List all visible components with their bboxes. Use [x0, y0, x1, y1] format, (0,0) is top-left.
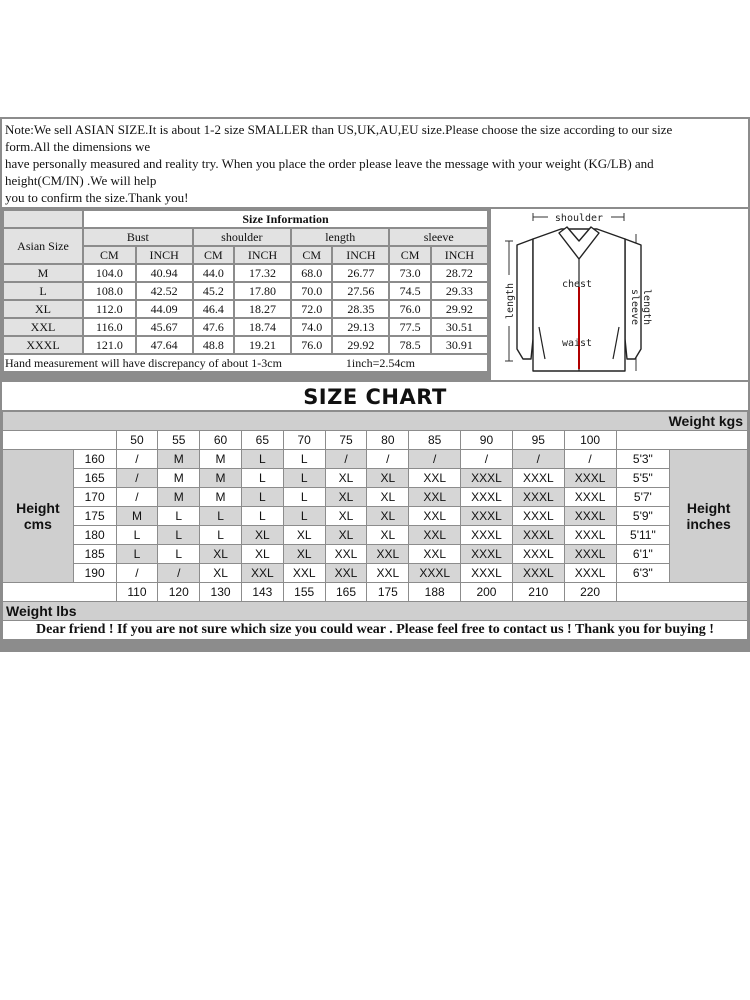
size-cell: XXXL [461, 564, 512, 582]
size-cell: XXXL [461, 545, 512, 563]
size-cell: L [242, 450, 283, 468]
measurement-cell: 70.0 [292, 283, 331, 299]
measurement-cell: 77.5 [390, 319, 429, 335]
size-cell: L [200, 526, 241, 544]
unit-header: CM [194, 247, 233, 263]
size-cell: XXXL [461, 488, 512, 506]
measurement-cell: 121.0 [84, 337, 135, 353]
size-cell: M [117, 507, 158, 525]
size-cell: XXXL [461, 507, 512, 525]
size-label: XXL [4, 319, 82, 335]
size-info-footer [4, 355, 487, 371]
sleeve-length-label: length [641, 288, 652, 326]
size-cell: / [117, 450, 158, 468]
size-chart-row [3, 526, 747, 544]
size-cell: XL [367, 526, 408, 544]
size-cell: XXL [367, 564, 408, 582]
group-header-bust: Bust [84, 229, 192, 245]
size-cell: L [242, 507, 283, 525]
size-cell: / [326, 450, 367, 468]
size-cell: XXL [326, 564, 367, 582]
shirt-measurement-diagram [491, 209, 748, 380]
size-info-row [4, 301, 487, 317]
height-inches-line: Height [686, 500, 731, 516]
size-cell: XXL [284, 564, 325, 582]
size-cell: L [158, 507, 199, 525]
measurement-cell: 76.0 [390, 301, 429, 317]
weight-kg-cell: 50 [117, 431, 158, 449]
size-chart-row [3, 488, 747, 506]
size-cell: XXL [242, 564, 283, 582]
size-cell: XXXL [565, 564, 616, 582]
weight-lbs-cell: 175 [367, 583, 408, 601]
measurement-cell: 27.56 [333, 283, 388, 299]
size-cell: XXL [409, 469, 460, 487]
weight-kg-cell: 65 [242, 431, 283, 449]
size-cell: XXXL [461, 526, 512, 544]
note-line: you to confirm the size.Thank you! [5, 190, 189, 205]
height-cm-cell: 175 [74, 507, 116, 525]
size-cell: XXXL [513, 526, 564, 544]
size-label: XL [4, 301, 82, 317]
weight-lbs-cell: 200 [461, 583, 512, 601]
measurement-cell: 44.09 [137, 301, 192, 317]
size-cell: L [117, 526, 158, 544]
weight-kgs-label: Weight kgs [3, 412, 747, 430]
size-cell: XL [284, 526, 325, 544]
size-cell: XXXL [565, 488, 616, 506]
size-information-table [2, 209, 489, 380]
height-cm-cell: 185 [74, 545, 116, 563]
size-cell: / [117, 469, 158, 487]
weight-lbs-cell: 120 [158, 583, 199, 601]
size-cell: XXXL [409, 564, 460, 582]
measurement-cell: 104.0 [84, 265, 135, 281]
size-cell: XL [326, 488, 367, 506]
measurement-cell: 30.91 [432, 337, 487, 353]
weight-lbs-cell: 165 [326, 583, 367, 601]
measurement-cell: 29.92 [333, 337, 388, 353]
size-cell: / [409, 450, 460, 468]
weight-kg-cell: 95 [513, 431, 564, 449]
size-label: XXXL [4, 337, 82, 353]
size-cell: L [284, 507, 325, 525]
size-chart-row [3, 450, 747, 468]
measurement-cell: 45.67 [137, 319, 192, 335]
measurement-cell: 26.77 [333, 265, 388, 281]
measurement-cell: 29.13 [333, 319, 388, 335]
size-label: L [4, 283, 82, 299]
inch-conversion: 1inch=2.54cm [345, 355, 415, 370]
unit-header: CM [84, 247, 135, 263]
weight-lbs-cell: 143 [242, 583, 283, 601]
sleeve-label: sleeve [629, 288, 640, 326]
size-cell: XL [200, 545, 241, 563]
shoulder-label: shoulder [554, 213, 604, 224]
size-cell: M [158, 469, 199, 487]
weight-kg-row [3, 431, 747, 449]
measurement-cell: 46.4 [194, 301, 233, 317]
size-cell: M [200, 488, 241, 506]
measurement-cell: 17.32 [235, 265, 290, 281]
size-cell: XXXL [565, 469, 616, 487]
measurement-cell: 116.0 [84, 319, 135, 335]
length-label: length [505, 282, 516, 320]
height-cm-cell: 160 [74, 450, 116, 468]
size-cell: XXXL [565, 526, 616, 544]
measurement-cell: 47.6 [194, 319, 233, 335]
size-cell: XXL [367, 545, 408, 563]
size-info-row [4, 265, 487, 281]
measurement-cell: 45.2 [194, 283, 233, 299]
size-chart [2, 382, 748, 650]
height-inch-cell: 5'5" [617, 469, 670, 487]
note-line: form.All the dimensions we [5, 139, 151, 154]
size-cell: L [158, 526, 199, 544]
size-cell: XL [367, 488, 408, 506]
size-cell: XL [326, 469, 367, 487]
size-cell: L [242, 488, 283, 506]
measurement-cell: 73.0 [390, 265, 429, 281]
size-cell: / [117, 488, 158, 506]
size-info-row [4, 283, 487, 299]
height-inches-line: inches [686, 516, 731, 532]
measurement-cell: 47.64 [137, 337, 192, 353]
height-cm-cell: 165 [74, 469, 116, 487]
size-chart-row [3, 507, 747, 525]
unit-header: CM [390, 247, 429, 263]
weight-kg-cell: 55 [158, 431, 199, 449]
height-inch-cell: 6'1" [617, 545, 670, 563]
size-info-row [4, 337, 487, 353]
size-cell: / [461, 450, 512, 468]
group-header-sleeve: sleeve [390, 229, 487, 245]
measurement-cell: 28.35 [333, 301, 388, 317]
measurement-cell: 112.0 [84, 301, 135, 317]
size-info-spacer [4, 211, 82, 227]
measurement-cell: 29.92 [432, 301, 487, 317]
size-info-row [4, 319, 487, 335]
height-inch-cell: 6'3" [617, 564, 670, 582]
weight-lbs-label: Weight lbs [3, 602, 747, 620]
height-cm-cell: 170 [74, 488, 116, 506]
weight-kg-cell: 70 [284, 431, 325, 449]
size-cell: XXL [409, 507, 460, 525]
size-cell: XXL [409, 488, 460, 506]
size-cell: M [200, 469, 241, 487]
size-cell: XL [242, 526, 283, 544]
size-cell: / [117, 564, 158, 582]
height-inches-label [670, 450, 747, 582]
size-note [2, 119, 748, 207]
measurement-cell: 42.52 [137, 283, 192, 299]
size-cell: XXXL [565, 507, 616, 525]
blank-cell [617, 431, 748, 449]
size-cell: XXXL [513, 545, 564, 563]
height-cms-line: cms [23, 516, 52, 532]
size-chart-row [3, 564, 747, 582]
group-header-shoulder: shoulder [194, 229, 290, 245]
blank-cell [3, 431, 116, 449]
measurement-cell: 18.27 [235, 301, 290, 317]
measurement-cell: 68.0 [292, 265, 331, 281]
height-inch-cell: 5'9" [617, 507, 670, 525]
size-cell: / [367, 450, 408, 468]
size-cell: XL [367, 507, 408, 525]
size-cell: XL [367, 469, 408, 487]
measurement-cell: 28.72 [432, 265, 487, 281]
blank-cell [3, 583, 116, 601]
unit-header: INCH [432, 247, 487, 263]
size-cell: XXXL [565, 545, 616, 563]
unit-header: INCH [333, 247, 388, 263]
size-info-title: Size Information [84, 211, 487, 227]
height-cm-cell: 180 [74, 526, 116, 544]
weight-lbs-row [3, 583, 747, 601]
size-cell: / [158, 564, 199, 582]
size-cell: XXXL [513, 564, 564, 582]
height-inch-cell: 5'7' [617, 488, 670, 506]
size-cell: L [284, 488, 325, 506]
height-inch-cell: 5'3" [617, 450, 670, 468]
size-cell: M [200, 450, 241, 468]
measurement-cell: 48.8 [194, 337, 233, 353]
weight-lbs-cell: 210 [513, 583, 564, 601]
size-cell: L [242, 469, 283, 487]
size-cell: XXXL [513, 507, 564, 525]
chest-label: chest [561, 279, 593, 290]
size-cell: XL [242, 545, 283, 563]
shirt-diagram-svg [491, 209, 748, 380]
unit-header: CM [292, 247, 331, 263]
weight-lbs-cell: 220 [565, 583, 616, 601]
size-cell: XXXL [513, 469, 564, 487]
size-cell: L [284, 450, 325, 468]
group-header-length: length [292, 229, 388, 245]
measurement-cell: 72.0 [292, 301, 331, 317]
size-cell: L [158, 545, 199, 563]
size-cell: XXL [409, 545, 460, 563]
size-cell: XXL [409, 526, 460, 544]
asian-size-header: Asian Size [4, 229, 82, 263]
size-label: M [4, 265, 82, 281]
size-cell: / [565, 450, 616, 468]
note-line: Note:We sell ASIAN SIZE.It is about 1-2 size SMALLER than US,UK,AU,EU size.Please choose the size according to our size [5, 122, 673, 137]
height-inch-cell: 5'11" [617, 526, 670, 544]
weight-kg-cell: 80 [367, 431, 408, 449]
waist-label: waist [561, 338, 593, 349]
size-cell: M [158, 450, 199, 468]
measurement-cell: 76.0 [292, 337, 331, 353]
measurement-cell: 40.94 [137, 265, 192, 281]
size-cell: L [284, 469, 325, 487]
size-cell: XL [326, 507, 367, 525]
size-cell: XXL [326, 545, 367, 563]
size-cell: XL [326, 526, 367, 544]
weight-kg-cell: 90 [461, 431, 512, 449]
measurement-cell: 17.80 [235, 283, 290, 299]
measurement-cell: 74.0 [292, 319, 331, 335]
size-chart-title: SIZE CHART [2, 382, 748, 410]
size-cell: XXXL [513, 488, 564, 506]
size-chart-table [2, 411, 748, 640]
weight-kg-cell: 60 [200, 431, 241, 449]
note-line: height(CM/IN) .We will help [5, 173, 157, 188]
unit-header: INCH [235, 247, 290, 263]
height-cms-line: Height [16, 500, 60, 516]
note-line: have personally measured and reality try. When you place the order please leave the message with your weight (KG/LB) and [5, 156, 654, 171]
height-cms-label [3, 450, 73, 582]
measurement-cell: 78.5 [390, 337, 429, 353]
unit-header: INCH [137, 247, 192, 263]
size-cell: L [117, 545, 158, 563]
weight-kg-cell: 85 [409, 431, 460, 449]
measurement-cell: 29.33 [432, 283, 487, 299]
measurement-note: Hand measurement will have discrepancy of about 1-3cm [5, 355, 282, 370]
size-chart-row [3, 469, 747, 487]
weight-lbs-cell: 155 [284, 583, 325, 601]
size-cell: M [158, 488, 199, 506]
blank-cell [617, 583, 748, 601]
height-cm-cell: 190 [74, 564, 116, 582]
measurement-cell: 108.0 [84, 283, 135, 299]
size-cell: XL [200, 564, 241, 582]
weight-kg-cell: 100 [565, 431, 616, 449]
measurement-cell: 18.74 [235, 319, 290, 335]
thank-you-message: Dear friend ! If you are not sure which size you could wear . Please feel free to contact us ! Thank you for buying ! [3, 621, 747, 639]
size-cell: / [513, 450, 564, 468]
size-cell: XXXL [461, 469, 512, 487]
size-cell: XL [284, 545, 325, 563]
measurement-cell: 30.51 [432, 319, 487, 335]
measurement-cell: 19.21 [235, 337, 290, 353]
weight-kg-cell: 75 [326, 431, 367, 449]
size-cell: L [200, 507, 241, 525]
measurement-cell: 74.5 [390, 283, 429, 299]
weight-lbs-cell: 188 [409, 583, 460, 601]
weight-lbs-cell: 130 [200, 583, 241, 601]
weight-lbs-cell: 110 [117, 583, 158, 601]
measurement-cell: 44.0 [194, 265, 233, 281]
size-chart-row [3, 545, 747, 563]
